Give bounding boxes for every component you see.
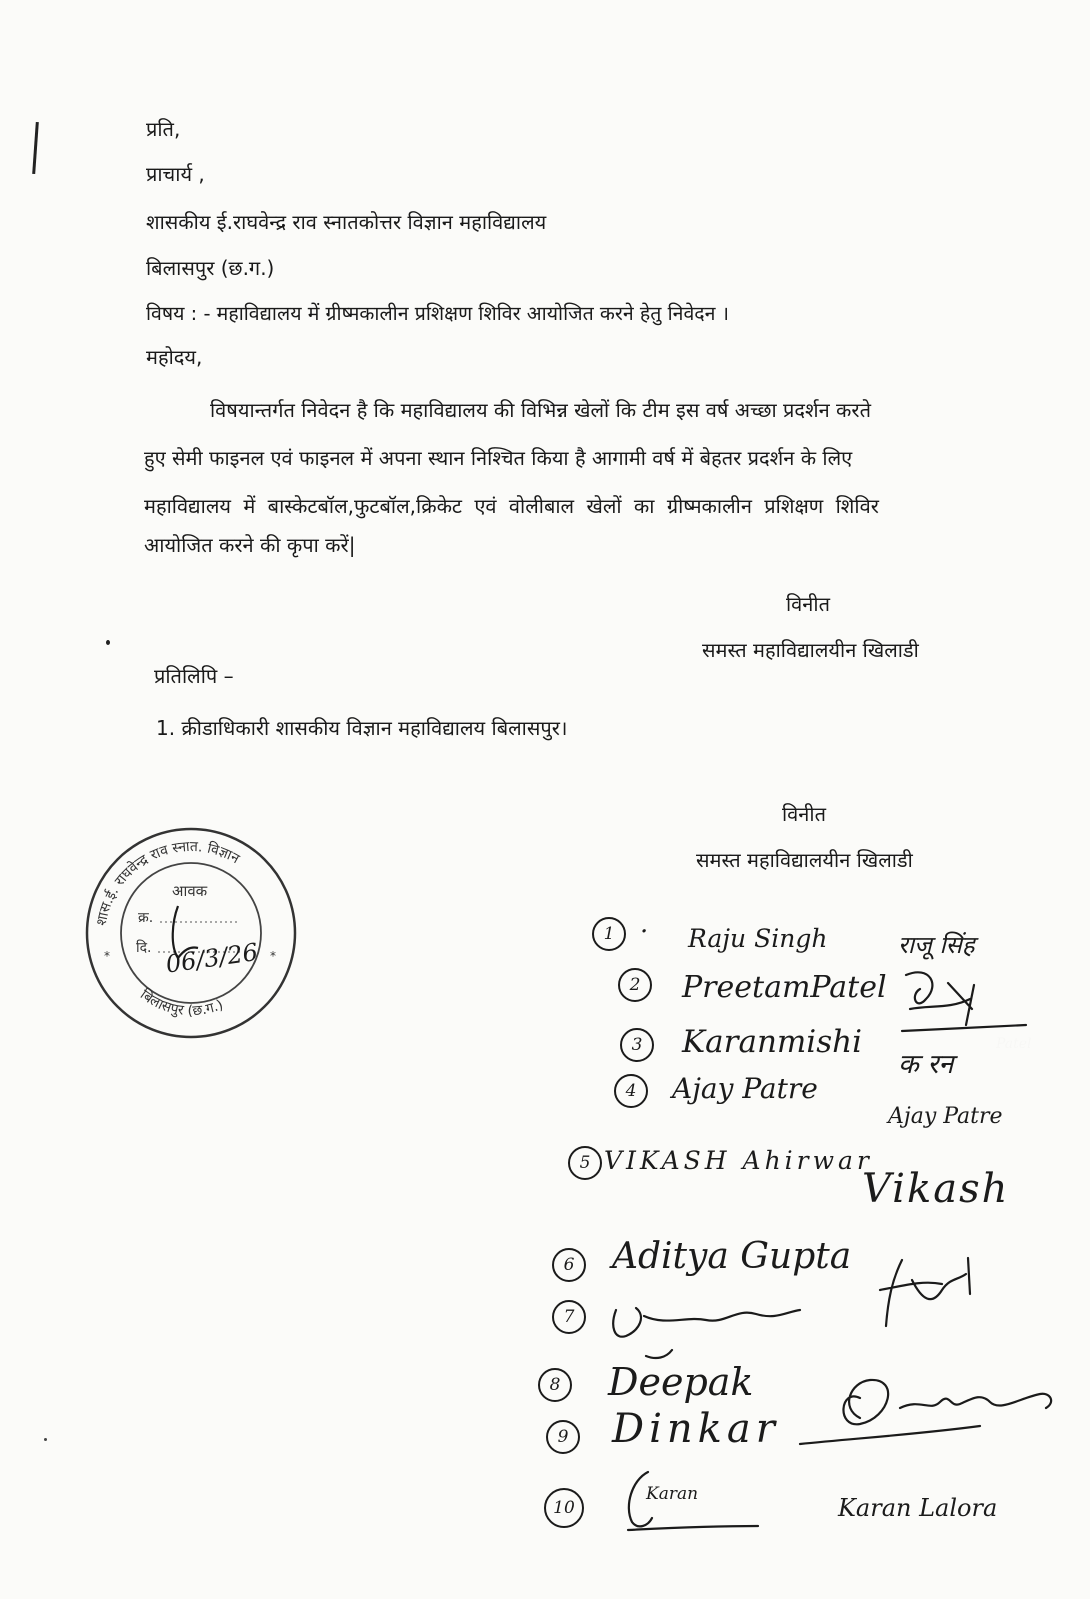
- signatory-name: Ajay Patre: [672, 1072, 818, 1105]
- signature-mark: [890, 965, 1030, 1045]
- signatory-number: 3: [620, 1028, 654, 1062]
- signatory-signature: Ajay Patre: [888, 1104, 1003, 1129]
- signature-mark: [606, 1296, 806, 1366]
- letter-page: प्रति, प्राचार्य , शासकीय ई.राघवेन्द्र राव स्नातकोत्तर विज्ञान महाविद्यालय बिलासपुर (छ.ग.) विषय : - महाविद्यालय में ग्रीष्मकालीन प्रशिक्षण शिविर आयोजित करने हेतु निवेदन । महोदय, विषयान्तर्गत निवेदन है कि महाविद्यालय की विभिन्न खेलों कि टीम इस वर्ष अच्छा प्रदर्शन करते हुए सेमी फाइनल एवं फाइनल में अपना स्थान निश्चित किया है आगामी वर्ष में बेहतर प्रदर्शन के लिए महाविद्यालय में बास्केटबॉल,फुटबॉल,क्रिकेट एवं वोलीबाल खेलों का ग्रीष्मकालीन प्रशिक्षण शिविर आयोजित करने की कृपा करें| विनीत समस्त महाविद्यालयीन खिलाडी प्रतिलिपि – 1. क्रीडाधिकारी शासकीय विज्ञान महाविद्यालय बिलासपुर। विनीत समस्त महाविद्यालयीन खिलाडी शास.ई. राघवेन्द्र राव स्नात. विज्ञान बिलासपुर (छ.ग.) * * आवक क्र. दि. 06/3/26 1 · Raju Singh राजू सिंह 2 PreetamPatel 3 Karanmishi क रन 4 Ajay Patre Ajay Patre 5 VIKASH Ahirwar Vikash 6 Aditya Gupta 7 8 Deepak 9 Dinkar 10 Karan Karan Lalora: [0, 0, 1090, 1599]
- ink-dot: [44, 1438, 47, 1441]
- signatory-name: Raju Singh: [688, 924, 828, 953]
- stamp-inward-label: आवक: [172, 882, 208, 900]
- stamp-date-label: दि.: [136, 940, 152, 956]
- signatory-name: PreetamPatel: [682, 970, 887, 1005]
- city: बिलासपुर (छ.ग.): [146, 256, 275, 280]
- signatory-signature: Vikash: [862, 1166, 1010, 1212]
- signatory-name: Aditya Gupta: [612, 1236, 852, 1277]
- svg-text:*: *: [104, 949, 110, 963]
- signatory-name: VIKASH Ahirwar: [604, 1146, 873, 1175]
- signature-mark: [800, 1368, 1060, 1458]
- signatory-name: Dinkar: [612, 1406, 780, 1452]
- body-line-2: हुए सेमी फाइनल एवं फाइनल में अपना स्थान निश्चित किया है आगामी वर्ष में बेहतर प्रदर्शन के लिए: [144, 446, 853, 470]
- copy-to-item: 1. क्रीडाधिकारी शासकीय विज्ञान महाविद्यालय बिलासपुर।: [156, 716, 568, 740]
- signatory-name: Deepak: [608, 1360, 754, 1404]
- body-line-3: महाविद्यालय में बास्केटबॉल,फुटबॉल,क्रिकेट एवं वोलीबाल खेलों का ग्रीष्मकालीन प्रशिक्षण शिविर: [144, 494, 879, 518]
- signatory-signature: Karan Lalora: [838, 1494, 998, 1522]
- margin-pen-mark: [32, 122, 39, 174]
- svg-text:शास.ई. राघवेन्द्र राव स्नात. व: [94, 839, 243, 927]
- signatory-name: Karanmishi: [682, 1024, 863, 1060]
- signatory-number: 4: [614, 1074, 648, 1108]
- body-line-1: विषयान्तर्गत निवेदन है कि महाविद्यालय की विभिन्न खेलों कि टीम इस वर्ष अच्छा प्रदर्शन करते: [210, 398, 871, 422]
- greeting: महोदय,: [146, 345, 203, 369]
- svg-text:बिलासपुर (छ.ग.): [137, 986, 226, 1019]
- signatory-number: 5: [568, 1146, 602, 1180]
- institution-name: शासकीय ई.राघवेन्द्र राव स्नातकोत्तर विज्ञान महाविद्यालय: [146, 210, 547, 234]
- signatory-signature: [996, 1036, 1032, 1052]
- sender-2: समस्त महाविद्यालयीन खिलाडी: [696, 848, 913, 872]
- signatory-number: 2: [618, 968, 652, 1002]
- recipient-title: प्राचार्य ,: [146, 162, 205, 186]
- sender-1: समस्त महाविद्यालयीन खिलाडी: [702, 638, 919, 662]
- signatory-number: 1: [592, 917, 626, 951]
- ink-dot: [106, 640, 110, 645]
- stamp-ring-text: शास.ई. राघवेन्द्र राव स्नात. विज्ञान: [93, 838, 243, 928]
- stamp-number-label: क्र.: [138, 910, 154, 926]
- signatory-name: Karan: [646, 1484, 699, 1504]
- copy-to-label: प्रतिलिपि –: [154, 664, 234, 688]
- stamp-bottom-text: बिलासपुर (छ.ग.): [137, 986, 226, 1020]
- closing-2: विनीत: [782, 802, 826, 826]
- svg-text:*: *: [270, 949, 276, 963]
- closing-1: विनीत: [786, 592, 830, 616]
- salutation-to: प्रति,: [146, 117, 181, 141]
- signatory-number: 9: [546, 1420, 580, 1454]
- college-inward-stamp: [80, 822, 302, 1044]
- signatory-number: 6: [552, 1248, 586, 1282]
- signatory-number: 10: [544, 1488, 584, 1528]
- body-line-4: आयोजित करने की कृपा करें|: [144, 533, 356, 557]
- signatory-number: 7: [552, 1300, 586, 1334]
- signatory-signature: राजू सिंह: [898, 931, 975, 959]
- subject-line: विषय : - महाविद्यालय में ग्रीष्मकालीन प्रशिक्षण शिविर आयोजित करने हेतु निवेदन ।: [146, 302, 730, 325]
- signatory-number: 8: [538, 1368, 572, 1402]
- signature-mark: [872, 1250, 982, 1330]
- signatory-signature: क रन: [898, 1049, 954, 1080]
- stamp-handwritten-date: 06/3/26: [164, 938, 260, 979]
